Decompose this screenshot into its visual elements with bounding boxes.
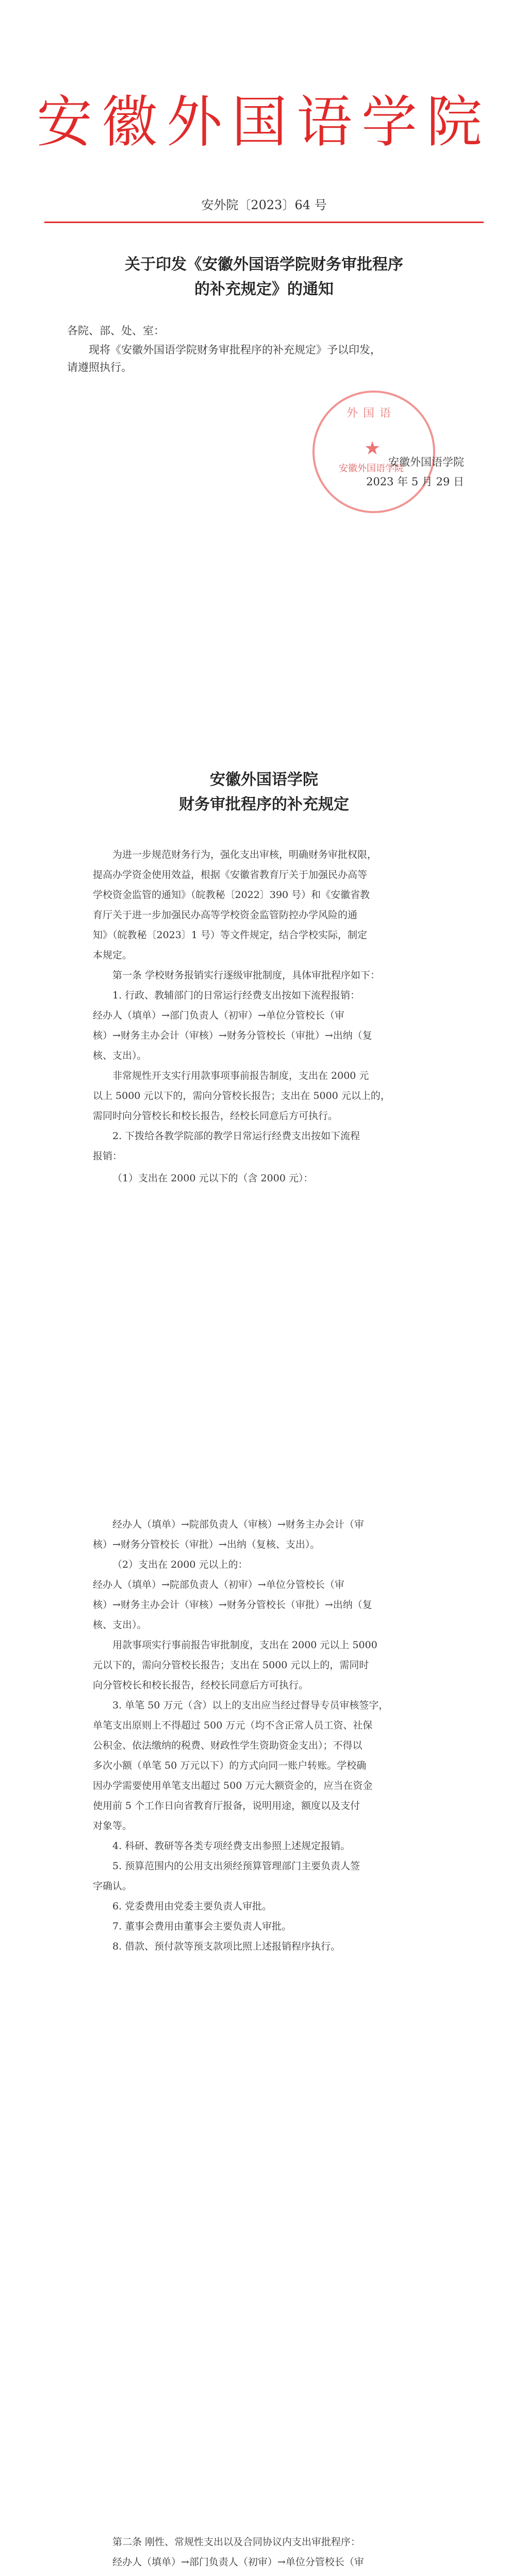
regulation-line: 公积金、依法缴纳的税费、财政性学生资助资金支出）；不得以	[93, 1740, 362, 1751]
regulation-line: （1）支出在 2000 元以下的（含 2000 元）：	[112, 1173, 314, 1184]
regulation-line: 以上 5000 元以下的，需向分管校长报告；支出在 5000 元以上的，	[93, 1090, 390, 1101]
regulation-line: 元以下的，需向分管校长报告；支出在 5000 元以上的，需同时	[93, 1659, 369, 1671]
regulation-line: 因办学需要使用单笔支出超过 500 万元大额资金的，应当在资金	[93, 1780, 373, 1791]
regulation-title-line1: 安徽外国语学院	[210, 771, 318, 789]
regulation-line: 提高办学资金使用效益，根据《安徽省教育厅关于加强民办高等	[93, 869, 368, 880]
regulation-line: 核）→财务主办会计（审核）→财务分管校长（审批）→出纳（复	[93, 1599, 372, 1611]
regulation-line: 经办人（填单）→部门负责人（初审）→单位分管校长（审	[112, 2556, 364, 2568]
regulation-line: 多次小额（单笔 50 万元以下）的方式向同一账户转账。学校确	[93, 1760, 367, 1771]
regulation-line: 用款事项实行事前报告审批制度，支出在 2000 元以上 5000	[112, 1639, 377, 1651]
regulation-line: 育厅关于进一步加强民办高等学校资金监管防控办学风险的通	[93, 909, 358, 921]
notice-salutation: 各院、部、处、室：	[67, 325, 164, 337]
regulation-line: （2）支出在 2000 元以上的：	[112, 1559, 248, 1570]
regulation-line: 经办人（填单）→院部负责人（初审）→单位分管校长（审	[93, 1579, 344, 1590]
regulation-line: 经办人（填单）→院部负责人（审核）→财务主办会计（审	[112, 1519, 364, 1530]
regulation-line: 5. 预算范围内的公用支出须经预算管理部门主要负责人签	[112, 1860, 360, 1872]
notice-body-line2: 请遵照执行。	[67, 361, 132, 374]
regulation-body-part2	[93, 1515, 454, 1957]
notice-date: 2023 年 5 月 29 日	[366, 476, 464, 488]
regulation-line: 单笔支出原则上不得超过 500 万元（均不含正常人员工资、社保	[93, 1720, 373, 1731]
notice-body-line1: 现将《安徽外国语学院财务审批程序的补充规定》予以印发，	[89, 344, 381, 356]
notice-title-line1: 关于印发《安徽外国语学院财务审批程序	[125, 256, 403, 274]
regulation-line: 第一条 学校财务报销实行逐级审批制度，具体审批程序如下：	[112, 970, 381, 981]
notice-signer: 安徽外国语学院	[388, 456, 464, 468]
regulation-line: 使用前 5 个工作日向省教育厅报备，说明用途，额度以及支付	[93, 1800, 360, 1811]
regulation-line: 经办人（填单）→部门负责人（初审）→单位分管校长（审	[93, 1010, 344, 1021]
notice-title-line2: 的补充规定》的通知	[194, 280, 334, 298]
regulation-line: 报销：	[93, 1150, 123, 1162]
regulation-body-part3	[93, 2532, 454, 2576]
seal-inner-text: 安徽外国语学院	[339, 463, 404, 474]
regulation-line: 学校资金监管的通知》（皖教秘〔2022〕390 号）和《安徽省教	[93, 889, 370, 901]
regulation-line	[93, 2572, 454, 2576]
regulation-line: 核）→财务主办会计（审核）→财务分管校长（审批）→出纳（复	[93, 1030, 372, 1041]
regulation-line: 需同时向分管校长和校长报告，经校长同意后方可执行。	[93, 1110, 338, 1122]
regulation-line: 非常规性开支实行用款事项事前报告制度，支出在 2000 元	[112, 1070, 369, 1081]
document-number: 安外院〔2023〕64 号	[201, 198, 327, 212]
regulation-body-part1	[93, 845, 454, 1189]
regulation-line: 4. 科研、教研等各类专项经费支出参照上述规定报销。	[112, 1840, 351, 1852]
regulation-line: 为进一步规范财务行为，强化支出审核，明确财务审批权限，	[112, 849, 377, 860]
regulation-title-line2: 财务审批程序的补充规定	[179, 795, 349, 814]
regulation-line: 6. 党委费用由党委主要负责人审批。	[112, 1901, 272, 1912]
regulation-line: 7. 董事会费用由董事会主要负责人审批。	[112, 1921, 292, 1932]
regulation-line: 1. 行政、教辅部门的日常运行经费支出按如下流程报销：	[112, 990, 360, 1001]
regulation-line: 向分管校长和校长报告，经校长同意后方可执行。	[93, 1680, 309, 1691]
regulation-line: 核、支出）。	[93, 1050, 147, 1061]
regulation-title	[0, 768, 528, 817]
regulation-line: 核、支出）。	[93, 1619, 147, 1631]
regulation-line: 核）→财务分管校长（审批）→出纳（复核、支出）。	[93, 1539, 320, 1550]
regulation-line: 本规定。	[93, 950, 133, 961]
notice-title	[0, 252, 528, 302]
regulation-line: 知》（皖教秘〔2023〕1 号）等文件规定，结合学校实际，制定	[93, 929, 367, 941]
seal-star-icon: ★	[364, 438, 381, 459]
regulation-line: 3. 单笔 50 万元（含）以上的支出应当经过督导专员审核签字，	[112, 1700, 389, 1711]
regulation-line: 对象等。	[93, 1820, 133, 1832]
regulation-line: 2. 下拨给各教学院部的教学日常运行经费支出按如下流程	[112, 1130, 360, 1142]
regulation-line: 字确认。	[93, 1880, 133, 1892]
regulation-line: 第二条 刚性、常规性支出以及合同协议内支出审批程序：	[112, 2536, 361, 2548]
seal-top-text: 外国语	[346, 407, 396, 420]
red-divider-line	[44, 222, 484, 223]
letterhead-name: 安徽外国语学院	[36, 90, 491, 155]
regulation-line: 8. 借款、预付款等预支款项比照上述报销程序执行。	[112, 1941, 341, 1952]
